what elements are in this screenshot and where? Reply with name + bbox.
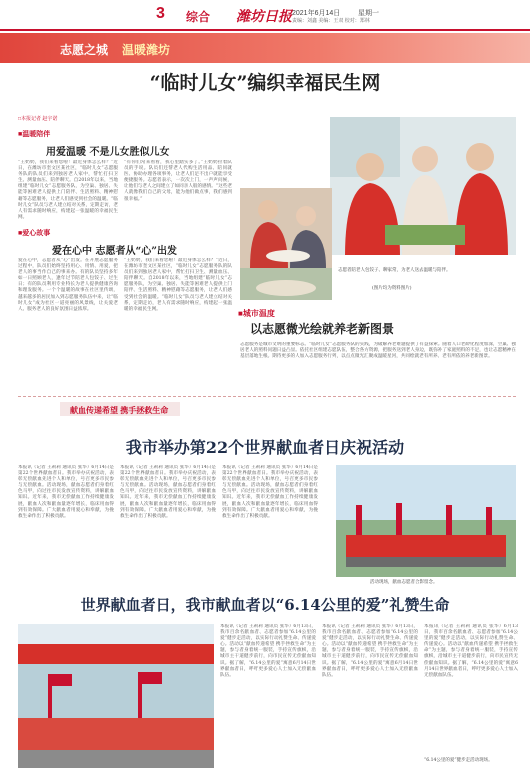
section-name: 综合 <box>186 10 211 24</box>
article4-headline: 世界献血者日，我市献血者以“6.14公里的爱”礼赞生命 <box>80 596 450 614</box>
article3-body-col1: 本报讯（记者 王莉莉 通讯员 张华）6月14日是第22个世界献血者日。我市举办庆祝活动，表彰无偿献血先进个人和单位，号召更多市民参与无偿献血。活动现场，献血志愿者们身着红色马甲，向过往市民发放宣传资料，讲解献血知识。近年来，我市无偿献血工作持续健康发展，献血人次和献血量逐年增长，临床用血得到有效保障。广大献血者用爱心和奉献，为挽救生命作出了积极贡献。 <box>18 465 114 519</box>
article1-body-col1: “王奶奶，我们来看您啦！最近身体怎么样？”近日，在潍坊市奎文区某社区，“临时儿女”志愿服务队的队员们来到独居老人家中，帮忙打扫卫生、测量血压、陪伴聊天。自2018年以来，当地组建“临时儿女”志愿服务队，为空巢、独居、失能等困难老人提供上门陪伴、生活照料、精神慰藉等志愿服务，让老人们感受到社会的温暖。“临时儿女”队员与老人建立结对关系，定期走访，老人有需求随时响应，构建起一张温暖的幸福民生网。 <box>18 160 118 220</box>
article4-body-col3: 本报讯（记者 王莉莉 通讯员 张华）6月13日，我市百余名献血者、志愿者参加“6.14公里的爱”健步走活动，以实际行动礼赞生命、传递爱心。活动以“献血传递希望 携手拯救生命”为主题，参与者身着统一服装，手持宣传旗帜，沿城市主干道健步前行，向市民宣传无偿献血知识。据了解，“6.14公里的爱”寓意6月14日世界献血者日，呼吁更多爱心人士加入无偿献血队伍。 <box>424 624 518 678</box>
header-rule <box>0 29 530 31</box>
issue-weekday: 星期一 <box>358 10 379 17</box>
article1-byline: □本报记者 赵宇诺 <box>18 116 58 122</box>
photo-table-scene <box>240 268 332 300</box>
article1-sub1: 用爱温暖 不是儿女胜似儿女 <box>46 147 170 158</box>
article3-body-col3: 本报讯（记者 王莉莉 通讯员 张华）6月14日是第22个世界献血者日。我市举办庆祝活动，表彰无偿献血先进个人和单位，号召更多市民参与无偿献血。活动现场，献血志愿者们身着红色马甲，向过往市民发放宣传资料，讲解献血知识。近年来，我市无偿献血工作持续健康发展，献血人次和献血量逐年增长，临床用血得到有效保障。广大献血者用爱心和奉献，为挽救生命作出了积极贡献。 <box>222 465 318 519</box>
article3-headline: 我市举办第22个世界献血者日庆祝活动 <box>125 438 405 457</box>
issue-date: 2021年6月14日 <box>292 10 341 17</box>
article4-body-col2: 本报讯（记者 王莉莉 通讯员 张华）6月13日，我市百余名献血者、志愿者参加“6.14公里的爱”健步走活动，以实际行动礼赞生命、传递爱心。活动以“献血传递希望 携手拯救生命”为主题，参与者身着统一服装，手持宣传旗帜，沿城市主干道健步前行，向市民宣传无偿献血知识。据了解，“6.14公里的爱”寓意6月14日世界献血者日，呼吁更多爱心人士加入无偿献血队伍。 <box>322 624 418 678</box>
article3-photo-caption: 活动现场，献血志愿者合影留念。 <box>370 580 438 585</box>
article4-photo-caption: “6.14公里的爱”健步走活动现场。 <box>424 758 493 763</box>
page-number: 3 <box>156 5 165 22</box>
article1-photo-credit: (图片均为资料图片) <box>372 286 412 291</box>
article1-body-col4: “王奶奶，我们来看您啦！最近身体怎么样？”近日，在潍坊市奎文区某社区，“临时儿女”志愿服务队的队员们来到独居老人家中，帮忙打扫卫生、测量血压、陪伴聊天。自2018年以来，当地组建“临时儿女”志愿服务队，为空巢、独居、失能等困难老人提供上门陪伴、生活照料、精神慰藉等志愿服务，让老人们感受到社会的温暖。“临时儿女”队员与老人建立结对关系，定期走访，老人有需求随时响应，构建起一张温暖的幸福民生网。 <box>124 258 232 312</box>
editors-line: 责编：刘鑫 美编：王双 校对：郑林 <box>292 18 370 24</box>
article1-sub2: 爱在心中 志愿者从“心”出发 <box>52 246 177 257</box>
article2-tag: ■城市温度 <box>238 309 275 318</box>
article1-sub2-tag: ■爱心故事 <box>18 230 51 237</box>
article1-sub1-tag: ■温暖陪伴 <box>18 131 51 138</box>
photo-blood-donation-event <box>336 465 516 577</box>
article1-photo-caption: 志愿者陪老人包饺子、聊家常，为老人送去温暖与陪伴。 <box>338 268 451 273</box>
section-divider <box>18 396 516 397</box>
article1-body-col2: “有你们常来看看，我心里踏实多了。”王奶奶拉着队员的手说。队员们还帮老人代购生活用品、陪同就医、协助办理各项事务，让老人们足不出户就能享受便捷服务。志愿者表示，一次次上门，一声声问候，让他们与老人之间建立了如同亲人般的感情。“这些老人就像我们自己的父母，能为他们做点事，我们感到很幸福。” <box>124 160 232 202</box>
article4-body-col1: 本报讯（记者 王莉莉 通讯员 张华）6月13日，我市百余名献血者、志愿者参加“6.14公里的爱”健步走活动，以实际行动礼赞生命、传递爱心。活动以“献血传递希望 携手拯救生命”为主题，参与者身着统一服装，手持宣传旗帜，沿城市主干道健步前行，向市民宣传无偿献血知识。据了解，“6.14公里的爱”寓意6月14日世界献血者日，呼吁更多爱心人士加入无偿献血队伍。 <box>220 624 316 678</box>
article2-headline: 以志愿微光绘就养老新图景 <box>250 322 395 336</box>
banner-right-text: 温暖潍坊 <box>122 43 171 57</box>
banner-left-text: 志愿之城 <box>60 43 109 57</box>
article1-headline: “临时儿女”编织幸福民生网 <box>149 72 381 94</box>
photo-walk-event <box>18 624 214 768</box>
article1-body-col3: 爱在心中，志愿者从“心”出发。在开展志愿服务过程中，队员们始终坚持用心、用情、用爱，把老人的事当作自己的事来办。有的队员坚持多年如一日照顾老人，逢年过节陪老人包饺子、过生日；有的队员利用专业特长为老人提供健康咨询和理发服务。一个个温暖的故事在社区里传颂，越来越多的居民加入到志愿服务队伍中来，让“临时儿女”成为社区一道亮丽的风景线，让关爱老人、服务老人的良好氛围日益浓厚。 <box>18 258 118 312</box>
photo-making-dumplings <box>240 188 332 268</box>
photo-volunteers-with-elder <box>330 117 516 255</box>
article3-body-col2: 本报讯（记者 王莉莉 通讯员 张华）6月14日是第22个世界献血者日。我市举办庆祝活动，表彰无偿献血先进个人和单位，号召更多市民参与无偿献血。活动现场，献血志愿者们身着红色马甲，向过往市民发放宣传资料，讲解献血知识。近年来，我市无偿献血工作持续健康发展，献血人次和献血量逐年增长，临床用血得到有效保障。广大献血者用爱心和奉献，为挽救生命作出了积极贡献。 <box>120 465 216 519</box>
article2-body: 志愿服务是城市文明的重要标志。“临时儿女”志愿服务队的实践，为破解养老难题提供了有益探索。随着人口老龄化程度加深，空巢、独居老人的照料问题日益凸显。依托社区组建志愿队伍，整合各方资源，把服务送到老人身边，既弥补了家庭照料的不足，也让志愿精神在基层落地生根。期待更多的人加入志愿服务行列，以点点微光汇聚成温暖星河，共同绘就老有所养、老有所依的养老新图景。 <box>240 342 516 360</box>
article3-kicker: 献血传递希望 携手拯救生命 <box>70 406 169 415</box>
paper-logo: 潍坊日报 <box>236 10 292 25</box>
